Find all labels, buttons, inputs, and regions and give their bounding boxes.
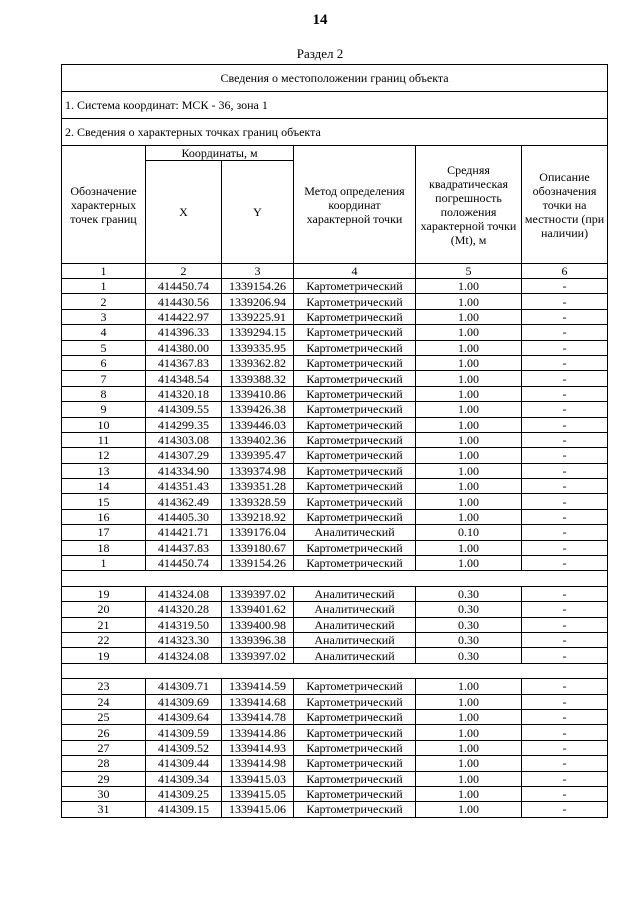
description: -	[522, 525, 608, 540]
coord-x: 414309.34	[146, 771, 222, 786]
description: -	[522, 494, 608, 509]
point-number: 1	[62, 279, 146, 294]
page-number: 14	[312, 12, 328, 28]
description: -	[522, 325, 608, 340]
error-value: 1.00	[416, 463, 522, 478]
point-number: 18	[62, 540, 146, 555]
point-number: 23	[62, 679, 146, 694]
method: Аналитический	[294, 617, 416, 632]
coord-y: 1339294.15	[222, 325, 294, 340]
error-value: 1.00	[416, 509, 522, 524]
blank-row	[62, 571, 608, 586]
error-value: 1.00	[416, 432, 522, 447]
point-number: 4	[62, 325, 146, 340]
coord-y: 1339176.04	[222, 525, 294, 540]
method: Аналитический	[294, 632, 416, 647]
table-row	[62, 709, 608, 724]
coord-x: 414380.00	[146, 340, 222, 355]
column-number: 6	[522, 264, 608, 279]
error-value: 1.00	[416, 709, 522, 724]
coord-x: 414437.83	[146, 540, 222, 555]
header-x: X	[146, 161, 222, 264]
method: Картометрический	[294, 771, 416, 786]
method: Картометрический	[294, 709, 416, 724]
description: -	[522, 386, 608, 401]
error-value: 1.00	[416, 802, 522, 817]
coord-x: 414309.64	[146, 709, 222, 724]
coord-y: 1339414.59	[222, 679, 294, 694]
coord-y: 1339400.98	[222, 617, 294, 632]
coord-x: 414323.30	[146, 632, 222, 647]
error-value: 1.00	[416, 325, 522, 340]
coord-y: 1339388.32	[222, 371, 294, 386]
method: Картометрический	[294, 386, 416, 401]
coord-x: 414299.35	[146, 417, 222, 432]
method: Картометрический	[294, 756, 416, 771]
table-row	[62, 309, 608, 324]
coord-y: 1339397.02	[222, 648, 294, 663]
column-number: 1	[62, 264, 146, 279]
method: Картометрический	[294, 294, 416, 309]
description: -	[522, 694, 608, 709]
table-row	[62, 448, 608, 463]
point-number: 11	[62, 432, 146, 447]
coord-x: 414309.55	[146, 402, 222, 417]
description: -	[522, 540, 608, 555]
method: Картометрический	[294, 432, 416, 447]
coord-x: 414324.08	[146, 586, 222, 601]
description: -	[522, 617, 608, 632]
description: -	[522, 294, 608, 309]
coord-y: 1339410.86	[222, 386, 294, 401]
point-number: 13	[62, 463, 146, 478]
blank-cell	[62, 663, 608, 678]
method: Картометрический	[294, 540, 416, 555]
method: Аналитический	[294, 648, 416, 663]
coord-y: 1339180.67	[222, 540, 294, 555]
table-row	[62, 632, 608, 647]
method: Картометрический	[294, 679, 416, 694]
method: Картометрический	[294, 355, 416, 370]
method: Картометрический	[294, 371, 416, 386]
description: -	[522, 479, 608, 494]
coord-y: 1339218.92	[222, 509, 294, 524]
coord-y: 1339335.95	[222, 340, 294, 355]
error-value: 1.00	[416, 556, 522, 571]
blank-row	[62, 663, 608, 678]
table-row	[62, 294, 608, 309]
column-number-row	[62, 264, 608, 279]
point-number: 22	[62, 632, 146, 647]
coord-y: 1339397.02	[222, 586, 294, 601]
error-value: 1.00	[416, 402, 522, 417]
coord-y: 1339401.62	[222, 602, 294, 617]
error-value: 1.00	[416, 694, 522, 709]
table-row	[62, 740, 608, 755]
boundary-points-table	[61, 64, 608, 818]
coord-x: 414309.52	[146, 740, 222, 755]
table-row	[62, 786, 608, 801]
coord-x: 414334.90	[146, 463, 222, 478]
method: Картометрический	[294, 279, 416, 294]
method: Картометрический	[294, 509, 416, 524]
coord-y: 1339415.05	[222, 786, 294, 801]
table-row	[62, 540, 608, 555]
error-value: 0.30	[416, 617, 522, 632]
description: -	[522, 355, 608, 370]
method: Аналитический	[294, 602, 416, 617]
description: -	[522, 802, 608, 817]
method: Картометрический	[294, 740, 416, 755]
description: -	[522, 448, 608, 463]
error-value: 1.00	[416, 340, 522, 355]
description: -	[522, 725, 608, 740]
method: Картометрический	[294, 786, 416, 801]
point-number: 1	[62, 556, 146, 571]
coord-x: 414405.30	[146, 509, 222, 524]
description: -	[522, 463, 608, 478]
table-row	[62, 586, 608, 601]
point-number: 5	[62, 340, 146, 355]
point-number: 25	[62, 709, 146, 724]
coord-y: 1339414.78	[222, 709, 294, 724]
table-row	[62, 402, 608, 417]
coord-x: 414309.15	[146, 802, 222, 817]
method: Картометрический	[294, 448, 416, 463]
coord-y: 1339402.36	[222, 432, 294, 447]
table-row	[62, 279, 608, 294]
point-number: 30	[62, 786, 146, 801]
point-number: 14	[62, 479, 146, 494]
error-value: 1.00	[416, 386, 522, 401]
error-value: 1.00	[416, 371, 522, 386]
table-row	[62, 325, 608, 340]
table-title: Сведения о местоположении границ объекта	[62, 65, 608, 92]
coord-x: 414309.71	[146, 679, 222, 694]
table-row	[62, 802, 608, 817]
error-value: 1.00	[416, 740, 522, 755]
column-number: 5	[416, 264, 522, 279]
point-number: 27	[62, 740, 146, 755]
table-row	[62, 509, 608, 524]
description: -	[522, 371, 608, 386]
description: -	[522, 756, 608, 771]
header-coordinates: Координаты, м	[146, 146, 294, 161]
table-row	[62, 432, 608, 447]
coord-x: 414320.28	[146, 602, 222, 617]
header-method: Метод определения координат характерной точки	[294, 146, 416, 264]
header-description: Описание обозначения точки на местности (при наличии)	[522, 146, 608, 264]
point-number: 26	[62, 725, 146, 740]
method: Картометрический	[294, 725, 416, 740]
table-row	[62, 771, 608, 786]
point-number: 19	[62, 586, 146, 601]
coord-y: 1339414.68	[222, 694, 294, 709]
method: Аналитический	[294, 586, 416, 601]
table-row	[62, 479, 608, 494]
description: -	[522, 709, 608, 724]
coord-x: 414303.08	[146, 432, 222, 447]
coord-x: 414450.74	[146, 556, 222, 571]
table-row	[62, 648, 608, 663]
error-value: 1.00	[416, 725, 522, 740]
coord-x: 414450.74	[146, 279, 222, 294]
blank-cell	[62, 571, 608, 586]
header-error: Средняя квадратическая погрешность положения характерной точки (Mt), м	[416, 146, 522, 264]
description: -	[522, 417, 608, 432]
point-number: 20	[62, 602, 146, 617]
point-number: 6	[62, 355, 146, 370]
point-number: 7	[62, 371, 146, 386]
method: Картометрический	[294, 556, 416, 571]
error-value: 1.00	[416, 479, 522, 494]
table-row	[62, 525, 608, 540]
point-number: 29	[62, 771, 146, 786]
coord-x: 414320.18	[146, 386, 222, 401]
table-row	[62, 602, 608, 617]
coord-x: 414319.50	[146, 617, 222, 632]
error-value: 1.00	[416, 494, 522, 509]
point-number: 28	[62, 756, 146, 771]
method: Аналитический	[294, 525, 416, 540]
error-value: 0.30	[416, 632, 522, 647]
method: Картометрический	[294, 340, 416, 355]
coord-y: 1339351.28	[222, 479, 294, 494]
error-value: 0.10	[416, 525, 522, 540]
coord-y: 1339446.03	[222, 417, 294, 432]
description: -	[522, 556, 608, 571]
coord-x: 414367.83	[146, 355, 222, 370]
coord-x: 414396.33	[146, 325, 222, 340]
coord-y: 1339414.98	[222, 756, 294, 771]
table-row	[62, 371, 608, 386]
coord-y: 1339396.38	[222, 632, 294, 647]
coord-y: 1339415.06	[222, 802, 294, 817]
point-number: 21	[62, 617, 146, 632]
method: Картометрический	[294, 402, 416, 417]
error-value: 1.00	[416, 679, 522, 694]
description: -	[522, 509, 608, 524]
column-number: 3	[222, 264, 294, 279]
coord-x: 414309.25	[146, 786, 222, 801]
coord-y: 1339374.98	[222, 463, 294, 478]
coord-y: 1339225.91	[222, 309, 294, 324]
table-row	[62, 494, 608, 509]
coord-x: 414309.44	[146, 756, 222, 771]
coord-x: 414351.43	[146, 479, 222, 494]
table-row	[62, 340, 608, 355]
coord-x: 414324.08	[146, 648, 222, 663]
error-value: 1.00	[416, 309, 522, 324]
column-number: 2	[146, 264, 222, 279]
table-row	[62, 617, 608, 632]
point-number: 8	[62, 386, 146, 401]
description: -	[522, 402, 608, 417]
description: -	[522, 786, 608, 801]
table-row	[62, 417, 608, 432]
error-value: 1.00	[416, 355, 522, 370]
point-number: 16	[62, 509, 146, 524]
error-value: 1.00	[416, 786, 522, 801]
header-designation: Обозначение характерных точек границ	[62, 146, 146, 264]
coord-x: 414362.49	[146, 494, 222, 509]
point-number: 9	[62, 402, 146, 417]
table-row	[62, 463, 608, 478]
error-value: 0.30	[416, 586, 522, 601]
coord-y: 1339426.38	[222, 402, 294, 417]
description: -	[522, 771, 608, 786]
coord-y: 1339328.59	[222, 494, 294, 509]
description: -	[522, 679, 608, 694]
error-value: 1.00	[416, 448, 522, 463]
description: -	[522, 740, 608, 755]
error-value: 1.00	[416, 756, 522, 771]
description: -	[522, 432, 608, 447]
error-value: 0.30	[416, 602, 522, 617]
coord-y: 1339154.26	[222, 556, 294, 571]
coord-x: 414309.69	[146, 694, 222, 709]
coordinate-system: 1. Система координат: МСК - 36, зона 1	[62, 92, 608, 119]
point-number: 31	[62, 802, 146, 817]
coord-y: 1339415.03	[222, 771, 294, 786]
description: -	[522, 340, 608, 355]
error-value: 1.00	[416, 279, 522, 294]
point-number: 2	[62, 294, 146, 309]
description: -	[522, 602, 608, 617]
error-value: 1.00	[416, 417, 522, 432]
point-number: 19	[62, 648, 146, 663]
coord-y: 1339362.82	[222, 355, 294, 370]
method: Картометрический	[294, 325, 416, 340]
table-row	[62, 694, 608, 709]
point-number: 3	[62, 309, 146, 324]
error-value: 0.30	[416, 648, 522, 663]
points-heading: 2. Сведения о характерных точках границ объекта	[62, 119, 608, 146]
table-row	[62, 386, 608, 401]
table-row	[62, 679, 608, 694]
method: Картометрический	[294, 309, 416, 324]
table-row	[62, 355, 608, 370]
coord-y: 1339154.26	[222, 279, 294, 294]
coord-x: 414430.56	[146, 294, 222, 309]
section-label: Раздел 2	[296, 46, 344, 61]
error-value: 1.00	[416, 540, 522, 555]
point-number: 15	[62, 494, 146, 509]
table-row	[62, 756, 608, 771]
method: Картометрический	[294, 494, 416, 509]
description: -	[522, 586, 608, 601]
error-value: 1.00	[416, 294, 522, 309]
coord-x: 414348.54	[146, 371, 222, 386]
table-row	[62, 725, 608, 740]
coord-x: 414421.71	[146, 525, 222, 540]
point-number: 12	[62, 448, 146, 463]
coord-y: 1339414.93	[222, 740, 294, 755]
method: Картометрический	[294, 463, 416, 478]
description: -	[522, 632, 608, 647]
table-row	[62, 556, 608, 571]
method: Картометрический	[294, 417, 416, 432]
coord-x: 414422.97	[146, 309, 222, 324]
coord-x: 414309.59	[146, 725, 222, 740]
coord-x: 414307.29	[146, 448, 222, 463]
method: Картометрический	[294, 479, 416, 494]
description: -	[522, 279, 608, 294]
point-number: 24	[62, 694, 146, 709]
coord-y: 1339395.47	[222, 448, 294, 463]
header-y: Y	[222, 161, 294, 264]
point-number: 17	[62, 525, 146, 540]
description: -	[522, 648, 608, 663]
point-number: 10	[62, 417, 146, 432]
coord-y: 1339206.94	[222, 294, 294, 309]
description: -	[522, 309, 608, 324]
error-value: 1.00	[416, 771, 522, 786]
column-number: 4	[294, 264, 416, 279]
method: Картометрический	[294, 802, 416, 817]
method: Картометрический	[294, 694, 416, 709]
coord-y: 1339414.86	[222, 725, 294, 740]
